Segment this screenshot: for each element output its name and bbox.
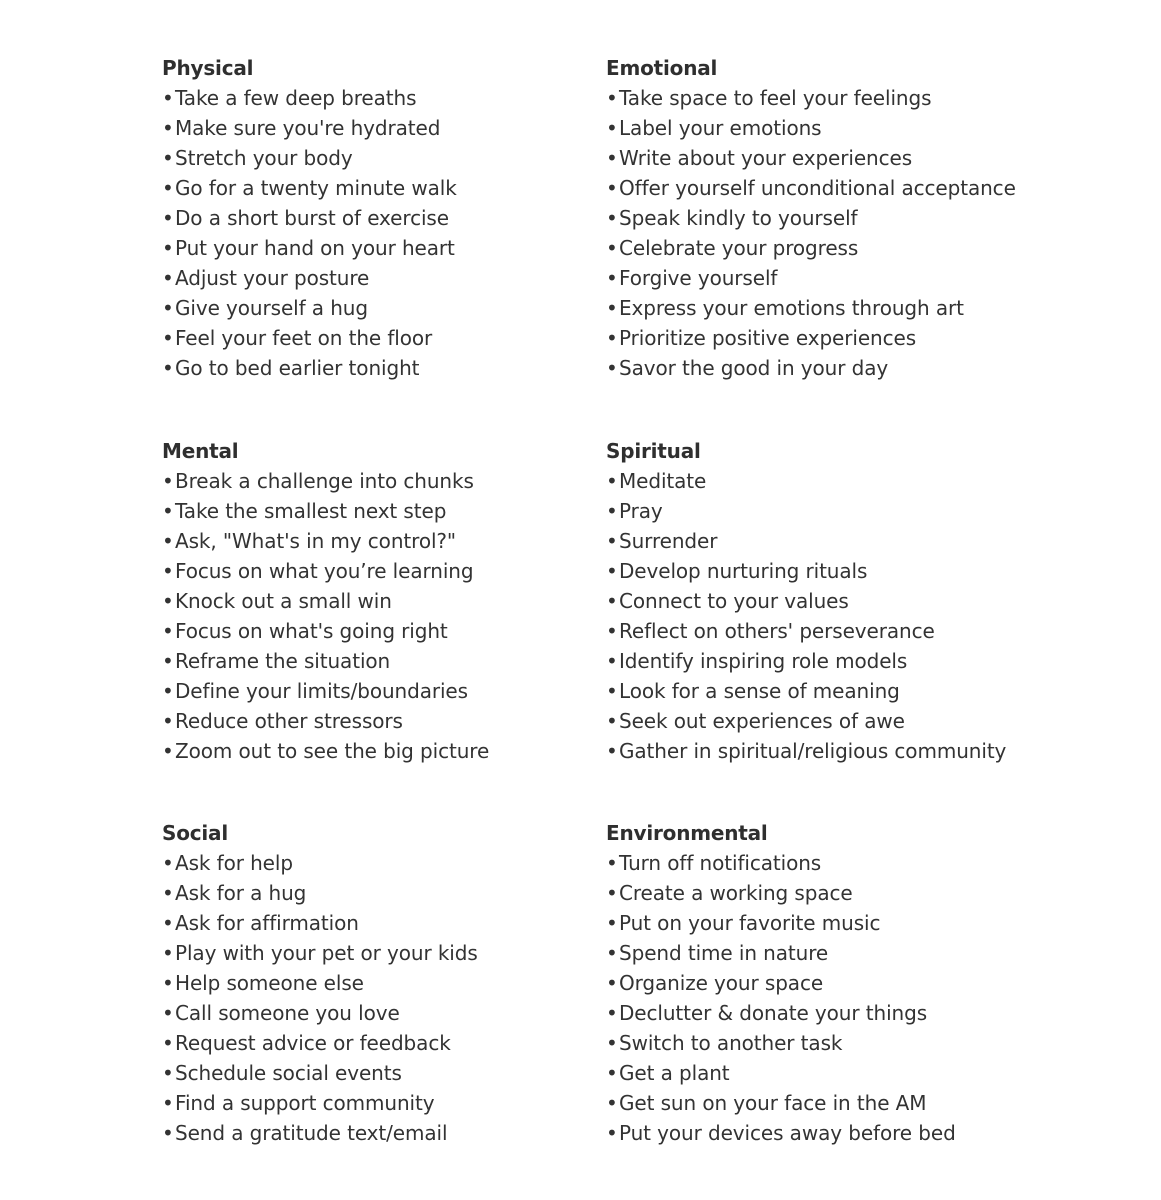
list-item: •Get sun on your face in the AM: [606, 1088, 1046, 1118]
bullet-icon: •: [606, 326, 618, 350]
bullet-icon: •: [162, 116, 174, 140]
list-item: •Do a short burst of exercise: [162, 203, 602, 233]
list-item: •Put your devices away before bed: [606, 1118, 1046, 1148]
bullet-icon: •: [606, 356, 618, 380]
bullet-icon: •: [606, 296, 618, 320]
list-item: •Help someone else: [162, 968, 602, 998]
bullet-icon: •: [162, 1091, 174, 1115]
list-item: •Schedule social events: [162, 1058, 602, 1088]
list-item: •Organize your space: [606, 968, 1046, 998]
list-item: •Break a challenge into chunks: [162, 466, 602, 496]
bullet-icon: •: [162, 649, 174, 673]
bullet-icon: •: [606, 206, 618, 230]
item-list: [606, 466, 1046, 766]
bullet-icon: •: [606, 619, 618, 643]
list-item: •Create a working space: [606, 878, 1046, 908]
list-item: •Seek out experiences of awe: [606, 706, 1046, 736]
bullet-icon: •: [162, 206, 174, 230]
list-item: •Focus on what's going right: [162, 616, 602, 646]
bullet-icon: •: [606, 679, 618, 703]
list-item: •Surrender: [606, 526, 1046, 556]
list-item: •Label your emotions: [606, 113, 1046, 143]
list-item: •Gather in spiritual/religious community: [606, 736, 1046, 766]
bullet-icon: •: [162, 86, 174, 110]
list-item: •Pray: [606, 496, 1046, 526]
section-title: Spiritual: [606, 439, 701, 463]
bullet-icon: •: [606, 739, 618, 763]
list-item: •Take the smallest next step: [162, 496, 602, 526]
list-item: •Stretch your body: [162, 143, 602, 173]
list-item: •Put your hand on your heart: [162, 233, 602, 263]
list-item: •Identify inspiring role models: [606, 646, 1046, 676]
bullet-icon: •: [606, 116, 618, 140]
bullet-icon: •: [606, 971, 618, 995]
bullet-icon: •: [162, 529, 174, 553]
bullet-icon: •: [162, 559, 174, 583]
list-item: •Adjust your posture: [162, 263, 602, 293]
list-item: •Speak kindly to yourself: [606, 203, 1046, 233]
bullet-icon: •: [162, 851, 174, 875]
section-mental: [162, 436, 602, 766]
item-list: [162, 83, 602, 383]
bullet-icon: •: [162, 1031, 174, 1055]
list-item: •Find a support community: [162, 1088, 602, 1118]
list-item: •Write about your experiences: [606, 143, 1046, 173]
bullet-icon: •: [162, 296, 174, 320]
bullet-icon: •: [606, 851, 618, 875]
list-item: •Meditate: [606, 466, 1046, 496]
bullet-icon: •: [162, 1121, 174, 1145]
bullet-icon: •: [606, 1121, 618, 1145]
list-item: •Knock out a small win: [162, 586, 602, 616]
section-title: Emotional: [606, 56, 718, 80]
list-item: •Connect to your values: [606, 586, 1046, 616]
bullet-icon: •: [162, 739, 174, 763]
list-item: •Request advice or feedback: [162, 1028, 602, 1058]
bullet-icon: •: [606, 469, 618, 493]
list-item: •Define your limits/boundaries: [162, 676, 602, 706]
list-item: •Prioritize positive experiences: [606, 323, 1046, 353]
list-item: •Take space to feel your feelings: [606, 83, 1046, 113]
list-item: •Make sure you're hydrated: [162, 113, 602, 143]
list-item: •Go for a twenty minute walk: [162, 173, 602, 203]
bullet-icon: •: [606, 86, 618, 110]
list-item: •Look for a sense of meaning: [606, 676, 1046, 706]
bullet-icon: •: [162, 971, 174, 995]
list-item: •Declutter & donate your things: [606, 998, 1046, 1028]
list-item: •Put on your favorite music: [606, 908, 1046, 938]
list-item: •Call someone you love: [162, 998, 602, 1028]
bullet-icon: •: [606, 236, 618, 260]
bullet-icon: •: [162, 146, 174, 170]
list-item: •Focus on what you’re learning: [162, 556, 602, 586]
bullet-icon: •: [606, 529, 618, 553]
bullet-icon: •: [606, 1031, 618, 1055]
bullet-icon: •: [606, 911, 618, 935]
section-title: Environmental: [606, 821, 768, 845]
item-list: [162, 848, 602, 1148]
bullet-icon: •: [162, 1001, 174, 1025]
bullet-icon: •: [606, 941, 618, 965]
section-physical: [162, 53, 602, 383]
bullet-icon: •: [162, 356, 174, 380]
list-item: •Ask for a hug: [162, 878, 602, 908]
list-item: •Play with your pet or your kids: [162, 938, 602, 968]
list-item: •Ask for help: [162, 848, 602, 878]
bullet-icon: •: [162, 941, 174, 965]
section-environmental: [606, 818, 1046, 1148]
list-item: •Reflect on others' perseverance: [606, 616, 1046, 646]
bullet-icon: •: [606, 1091, 618, 1115]
bullet-icon: •: [162, 1061, 174, 1085]
list-item: •Ask for affirmation: [162, 908, 602, 938]
item-list: [162, 466, 602, 766]
bullet-icon: •: [606, 881, 618, 905]
item-list: [606, 848, 1046, 1148]
list-item: •Go to bed earlier tonight: [162, 353, 602, 383]
bullet-icon: •: [162, 499, 174, 523]
list-item: •Savor the good in your day: [606, 353, 1046, 383]
section-title: Social: [162, 821, 229, 845]
section-title: Physical: [162, 56, 254, 80]
section-spiritual: [606, 436, 1046, 766]
list-item: •Get a plant: [606, 1058, 1046, 1088]
list-item: •Send a gratitude text/email: [162, 1118, 602, 1148]
bullet-icon: •: [162, 326, 174, 350]
bullet-icon: •: [606, 649, 618, 673]
bullet-icon: •: [606, 1001, 618, 1025]
list-item: •Give yourself a hug: [162, 293, 602, 323]
bullet-icon: •: [606, 1061, 618, 1085]
list-item: •Feel your feet on the floor: [162, 323, 602, 353]
bullet-icon: •: [606, 559, 618, 583]
bullet-icon: •: [606, 266, 618, 290]
list-item: •Turn off notifications: [606, 848, 1046, 878]
list-item: •Take a few deep breaths: [162, 83, 602, 113]
bullet-icon: •: [162, 709, 174, 733]
list-item: •Celebrate your progress: [606, 233, 1046, 263]
bullet-icon: •: [162, 589, 174, 613]
section-social: [162, 818, 602, 1148]
bullet-icon: •: [162, 266, 174, 290]
list-item: •Express your emotions through art: [606, 293, 1046, 323]
list-item: •Reframe the situation: [162, 646, 602, 676]
list-item: •Ask, "What's in my control?": [162, 526, 602, 556]
bullet-icon: •: [162, 469, 174, 493]
list-item: •Spend time in nature: [606, 938, 1046, 968]
list-item: •Develop nurturing rituals: [606, 556, 1046, 586]
bullet-icon: •: [162, 911, 174, 935]
list-item: •Zoom out to see the big picture: [162, 736, 602, 766]
list-item: •Forgive yourself: [606, 263, 1046, 293]
section-emotional: [606, 53, 1046, 383]
bullet-icon: •: [606, 499, 618, 523]
bullet-icon: •: [162, 236, 174, 260]
bullet-icon: •: [162, 881, 174, 905]
bullet-icon: •: [606, 146, 618, 170]
bullet-icon: •: [606, 589, 618, 613]
item-list: [606, 83, 1046, 383]
bullet-icon: •: [606, 709, 618, 733]
bullet-icon: •: [162, 176, 174, 200]
section-title: Mental: [162, 439, 239, 463]
list-item: •Switch to another task: [606, 1028, 1046, 1058]
list-item: •Reduce other stressors: [162, 706, 602, 736]
bullet-icon: •: [606, 176, 618, 200]
list-item: •Offer yourself unconditional acceptance: [606, 173, 1046, 203]
bullet-icon: •: [162, 679, 174, 703]
bullet-icon: •: [162, 619, 174, 643]
